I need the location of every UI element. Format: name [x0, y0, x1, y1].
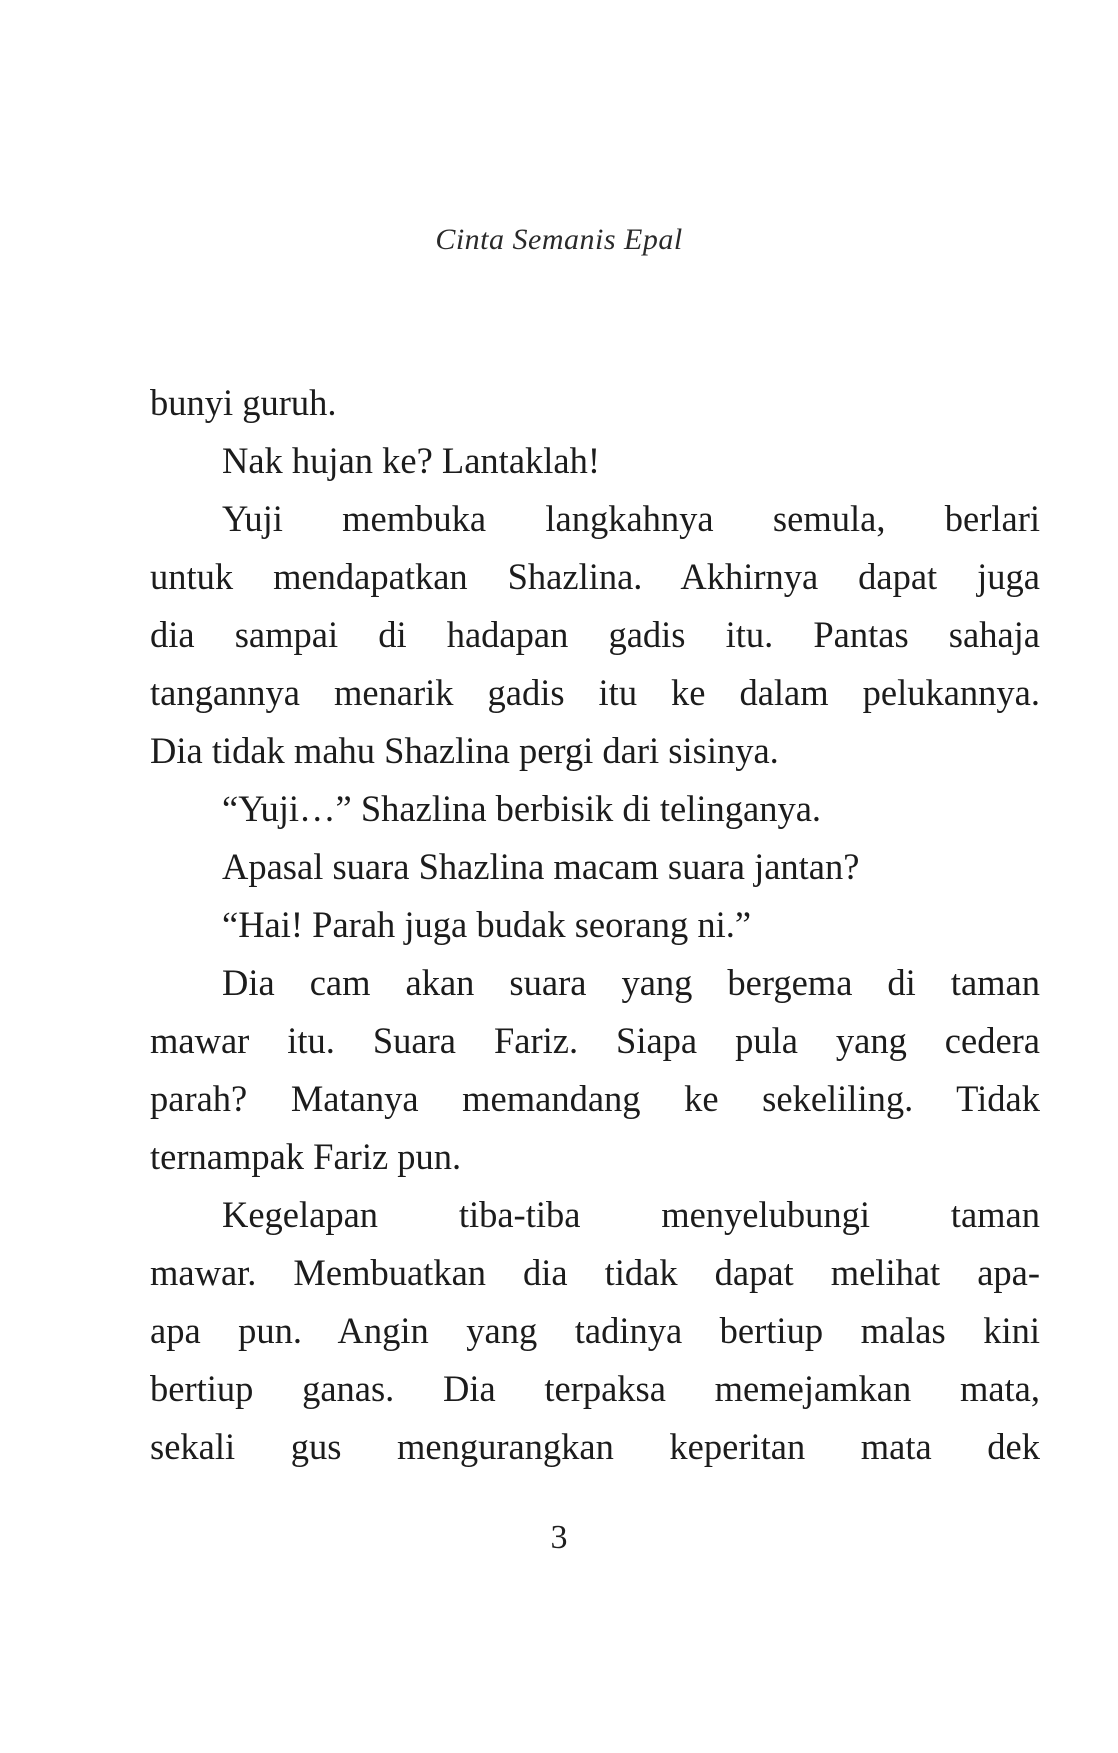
- text-line: mawar. Membuatkan dia tidak dapat melihat apa-: [150, 1252, 1040, 1293]
- text-line: Yuji membuka langkahnya semula, berlari: [222, 498, 1040, 539]
- text-line: bunyi guruh.: [150, 382, 337, 423]
- text-line: Dia tidak mahu Shazlina pergi dari sisinya.: [150, 730, 779, 771]
- text-line: Apasal suara Shazlina macam suara jantan?: [222, 846, 860, 887]
- text-line: parah? Matanya memandang ke sekeliling. Tidak: [150, 1078, 1040, 1119]
- text-line: bertiup ganas. Dia terpaksa memejamkan mata,: [150, 1368, 1040, 1409]
- text-line: Nak hujan ke? Lantaklah!: [222, 440, 601, 481]
- text-line: sekali gus mengurangkan keperitan mata dek: [150, 1426, 1040, 1467]
- text-line: apa pun. Angin yang tadinya bertiup malas kini: [150, 1310, 1040, 1351]
- text-line: untuk mendapatkan Shazlina. Akhirnya dapat juga: [150, 556, 1040, 597]
- text-line: tangannya menarik gadis itu ke dalam pelukannya.: [150, 672, 1040, 713]
- body-text: [150, 374, 1040, 1476]
- text-line: Kegelapan tiba-tiba menyelubungi taman: [222, 1194, 1040, 1235]
- running-header-title: Cinta Semanis Epal: [435, 223, 683, 256]
- text-line: “Yuji…” Shazlina berbisik di telinganya.: [222, 788, 822, 829]
- text-line: dia sampai di hadapan gadis itu. Pantas sahaja: [150, 614, 1040, 655]
- text-line: ternampak Fariz pun.: [150, 1136, 462, 1177]
- page-number: 3: [550, 1519, 568, 1556]
- text-line: Dia cam akan suara yang bergema di taman: [222, 962, 1040, 1003]
- text-line: “Hai! Parah juga budak seorang ni.”: [222, 904, 752, 945]
- text-line: mawar itu. Suara Fariz. Siapa pula yang cedera: [150, 1020, 1040, 1061]
